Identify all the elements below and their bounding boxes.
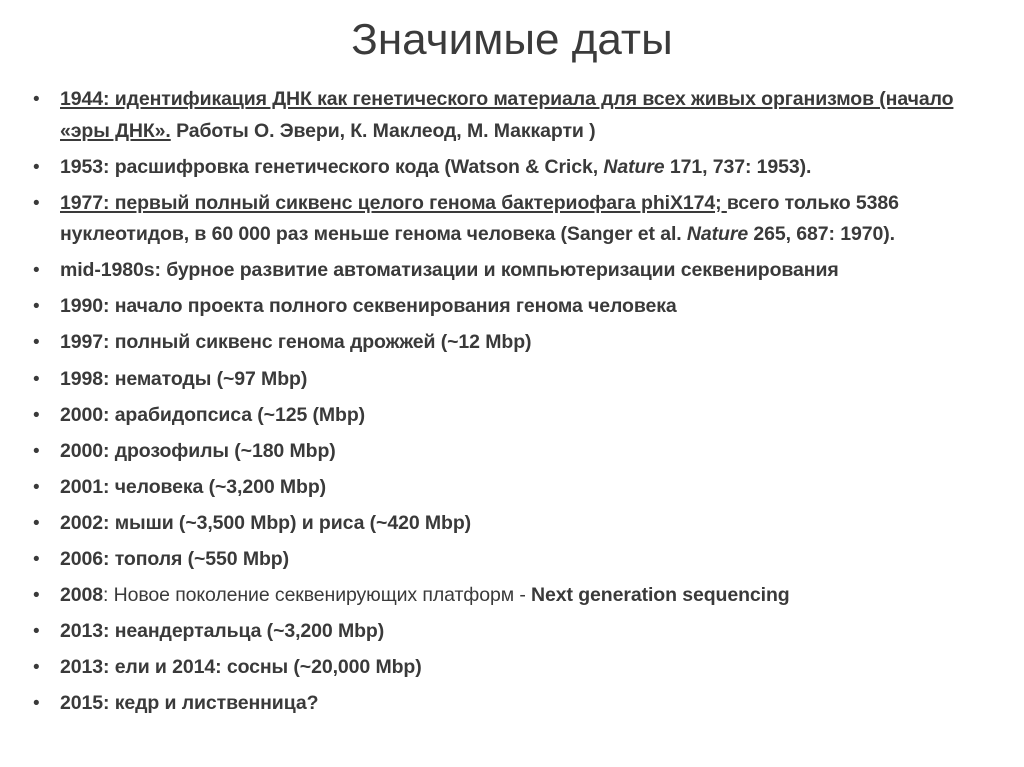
bullet-marker: • xyxy=(33,657,40,679)
list-item xyxy=(31,544,991,576)
item-text: Next generation sequencing xyxy=(531,584,790,607)
item-text: 2000: арабидопсиса (~125 (Mbp) xyxy=(60,403,366,426)
journal-name: Nature xyxy=(686,223,749,246)
bullet-marker: • xyxy=(33,332,40,354)
item-text: 2002: мыши (~3,500 Mbp) и риса (~420 Mbp) xyxy=(60,511,472,534)
list-item xyxy=(31,508,991,540)
item-text: 265, 687: 1970). xyxy=(748,223,895,246)
list-item xyxy=(31,436,991,468)
list-item xyxy=(31,616,991,648)
bullet-marker: • xyxy=(33,89,40,110)
list-item xyxy=(31,472,991,504)
bullet-marker: • xyxy=(33,368,40,390)
item-text: 1990: начало проекта полного секвенирования генома человека xyxy=(60,295,677,318)
item-text: 2000: дрозофилы (~180 Mbp) xyxy=(60,439,336,462)
item-text: mid-1980s: бурное развитие автоматизации и компьютеризации секвенирования xyxy=(60,259,839,282)
item-text-underlined: 1944: идентификация ДНК как генетического материала для всех живых организмов (начало «эры ДНК». xyxy=(60,88,954,142)
item-text: Работы О. Эвери, К. Маклеод, М. Маккарти ) xyxy=(170,119,596,142)
list-item xyxy=(31,291,991,323)
bullet-marker: • xyxy=(33,549,40,571)
list-item xyxy=(31,255,991,287)
item-text-regular: : Новое поколение секвенирующих платформ - xyxy=(102,584,532,607)
item-text: 1953: расшифровка генетического кода (Watson & Crick, xyxy=(60,155,604,178)
bullet-marker: • xyxy=(33,156,40,178)
item-text: 2013: неандертальца (~3,200 Mbp) xyxy=(60,620,385,643)
bullet-marker: • xyxy=(33,621,40,643)
item-text: 2015: кедр и лиственница? xyxy=(60,692,319,715)
list-item xyxy=(31,188,991,251)
bullet-marker: • xyxy=(33,585,40,607)
list-item xyxy=(31,652,991,684)
item-text: 1997: полный сиквенс генома дрожжей (~12 Mbp) xyxy=(60,331,532,354)
bullet-marker: • xyxy=(33,260,40,282)
item-text: всего только 5386 нуклеотидов, в 60 000 раз меньше генома человека (Sanger et al. xyxy=(60,191,899,246)
list-item xyxy=(31,688,991,720)
list-item xyxy=(31,327,991,359)
list-item xyxy=(31,364,991,396)
item-text: 2013: ели и 2014: сосны (~20,000 Mbp) xyxy=(60,656,422,679)
bullet-marker: • xyxy=(33,693,40,715)
bullet-marker: • xyxy=(33,404,40,426)
list-item xyxy=(31,152,991,184)
bullet-marker: • xyxy=(33,440,40,462)
journal-name: Nature xyxy=(603,155,665,178)
item-text: 2008 xyxy=(60,584,103,607)
bullet-marker: • xyxy=(33,512,40,534)
bullet-marker: • xyxy=(33,296,40,318)
item-text: 2006: тополя (~550 Mbp) xyxy=(60,548,289,571)
bullet-list xyxy=(31,84,991,725)
item-text: 171, 737: 1953). xyxy=(664,155,812,178)
bullet-marker: • xyxy=(33,476,40,498)
item-text-underlined: 1977: первый полный сиквенс целого генома бактериофага phiX174; xyxy=(60,191,727,214)
list-item xyxy=(31,400,991,432)
bullet-marker: • xyxy=(33,192,40,214)
list-item xyxy=(31,580,991,612)
list-item xyxy=(31,84,991,147)
slide-title: Значимые даты xyxy=(351,15,673,64)
item-text: 1998: нематоды (~97 Mbp) xyxy=(60,367,308,390)
item-text: 2001: человека (~3,200 Mbp) xyxy=(60,475,327,498)
